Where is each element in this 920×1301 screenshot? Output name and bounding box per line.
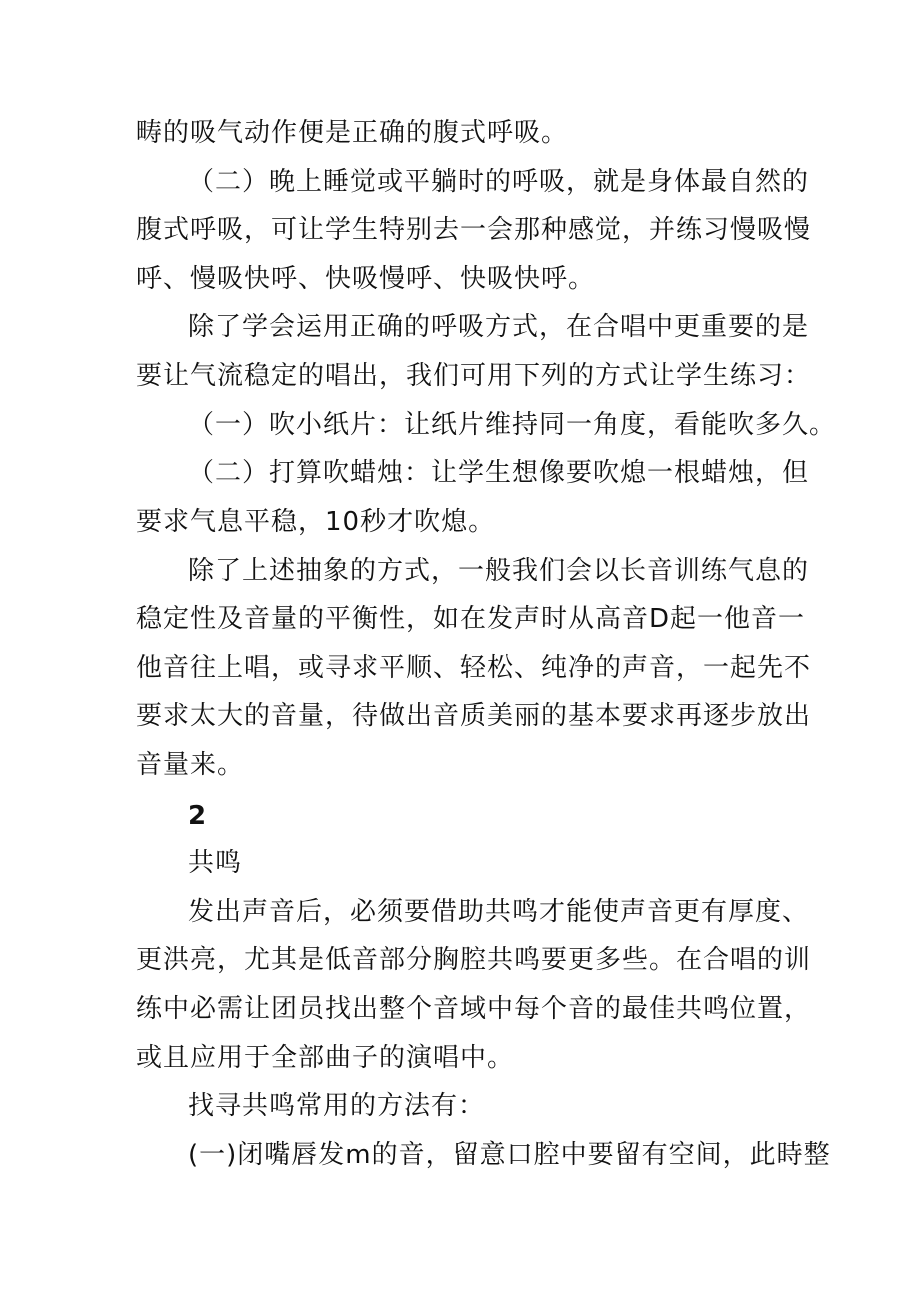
section-number: 2 — [188, 801, 208, 831]
text-line: 除了学会运用正确的呼吸方式，在合唱中更重要的是 — [188, 312, 810, 342]
text-line: 或且应用于全部曲子的演唱中。 — [136, 1043, 515, 1073]
text-line: 要求气息平稳，10秒才吹熄。 — [136, 507, 496, 537]
text-line: （二）晚上睡觉或平躺时的呼吸，就是身体最自然的 — [188, 167, 810, 197]
text-line: 要让气流稳定的唱出，我们可用下列的方式让学生练习： — [136, 361, 812, 391]
text-line: 音量来。 — [136, 750, 245, 780]
text-line: 除了上述抽象的方式，一般我们会以长音训练气息的 — [188, 556, 810, 586]
text-line: 练中必需让团员找出整个音域中每个音的最佳共鸣位置， — [136, 994, 812, 1024]
text-line: 找寻共鸣常用的方法有： — [188, 1091, 486, 1121]
text-line: （一）吹小纸片：让纸片维持同一角度，看能吹多久。 — [188, 410, 837, 440]
text-line: 畴的吸气动作便是正确的腹式呼吸。 — [136, 118, 569, 148]
text-line: (一)闭嘴唇发m的音，留意口腔中要留有空间，此時整 — [188, 1140, 831, 1170]
text-line: 他音往上唱，或寻求平顺、轻松、纯净的声音，一起先不 — [136, 653, 812, 683]
text-line: 呼、慢吸快呼、快吸慢呼、快吸快呼。 — [136, 264, 596, 294]
text-line: 稳定性及音量的平衡性，如在发声时从高音D起一他音一 — [136, 604, 806, 634]
text-line: 更洪亮，尤其是低音部分胸腔共鸣要更多些。在合唱的训 — [136, 945, 812, 975]
text-line: 要求太大的音量，待做出音质美丽的基本要求再逐步放出 — [136, 701, 812, 731]
text-line: 发出声音后，必须要借助共鸣才能使声音更有厚度、 — [188, 897, 810, 927]
text-line: （二）打算吹蜡烛：让学生想像要吹熄一根蜡烛，但 — [188, 458, 810, 488]
text-line: 腹式呼吸，可让学生特别去一会那种感觉，并练习慢吸慢 — [136, 215, 812, 245]
section-heading: 共鸣 — [188, 848, 243, 878]
